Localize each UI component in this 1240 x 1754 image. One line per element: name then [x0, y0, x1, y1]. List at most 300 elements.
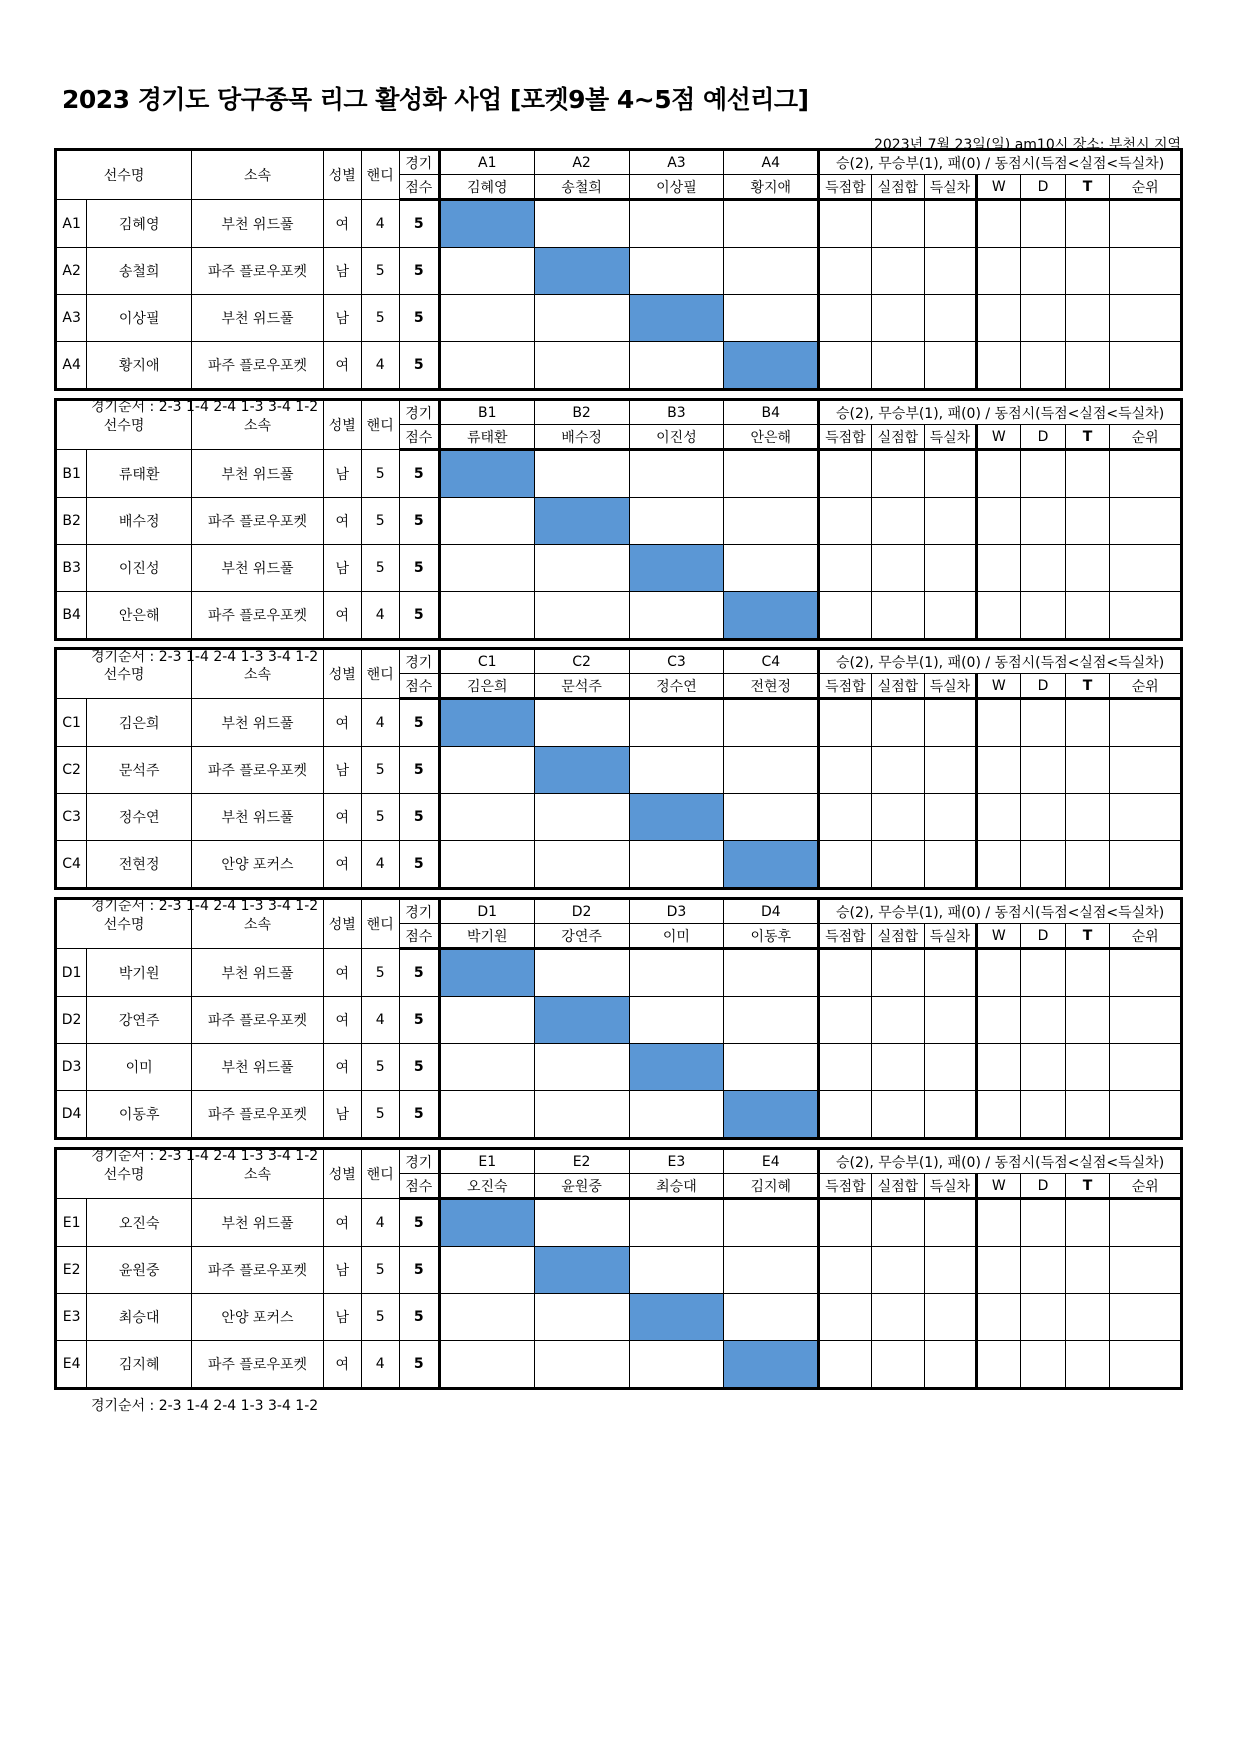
points-for-cell[interactable]: [819, 794, 871, 841]
player-club: 파주 플로우포켓: [192, 592, 324, 640]
player-name: 윤원중: [87, 1247, 192, 1294]
w-cell[interactable]: [976, 545, 1021, 592]
match-result-cell[interactable]: [439, 1247, 534, 1294]
points-for-cell[interactable]: [819, 1294, 871, 1341]
player-score: 5: [399, 1199, 439, 1247]
league-table: [54, 398, 1183, 641]
self-match-cell: [724, 1091, 819, 1139]
d-cell[interactable]: [1021, 342, 1066, 390]
d-cell[interactable]: [1021, 1294, 1066, 1341]
player-club: 부천 위드풀: [192, 200, 324, 248]
points-against-cell[interactable]: [871, 1294, 925, 1341]
rank-cell[interactable]: [1110, 841, 1182, 889]
player-club: 안양 포커스: [192, 841, 324, 889]
d-cell[interactable]: [1021, 997, 1066, 1044]
header-gender: 성별: [323, 1149, 361, 1199]
player-score: 5: [399, 699, 439, 747]
points-for-cell[interactable]: [819, 200, 871, 248]
player-handicap: 5: [361, 747, 399, 794]
header-affiliation: 소속: [192, 150, 324, 200]
w-cell[interactable]: [976, 747, 1021, 794]
player-gender: 여: [323, 592, 361, 640]
points-for-cell[interactable]: [819, 450, 871, 498]
match-result-cell[interactable]: [439, 592, 534, 640]
points-for-cell[interactable]: [819, 545, 871, 592]
match-result-cell[interactable]: [534, 592, 629, 640]
header-gender: 성별: [323, 899, 361, 949]
w-cell[interactable]: [976, 841, 1021, 889]
points-for-cell[interactable]: [819, 997, 871, 1044]
player-club: 파주 플로우포켓: [192, 1341, 324, 1389]
match-result-cell[interactable]: [724, 794, 819, 841]
match-result-cell[interactable]: [629, 248, 724, 295]
points-against-cell[interactable]: [871, 841, 925, 889]
self-match-cell: [439, 949, 534, 997]
league-group: [54, 398, 1183, 666]
header-d: D: [1021, 924, 1066, 949]
match-result-cell[interactable]: [629, 1199, 724, 1247]
match-result-cell[interactable]: [724, 997, 819, 1044]
w-cell[interactable]: [976, 794, 1021, 841]
points-for-cell[interactable]: [819, 841, 871, 889]
match-result-cell[interactable]: [534, 295, 629, 342]
match-result-cell[interactable]: [534, 545, 629, 592]
header-opponent-code: B1: [439, 400, 534, 425]
match-result-cell[interactable]: [724, 200, 819, 248]
point-diff-cell[interactable]: [925, 699, 976, 747]
match-result-cell[interactable]: [629, 1341, 724, 1389]
points-for-cell[interactable]: [819, 1044, 871, 1091]
rank-cell[interactable]: [1110, 1199, 1182, 1247]
match-result-cell[interactable]: [724, 1247, 819, 1294]
t-cell[interactable]: [1065, 1247, 1110, 1294]
match-result-cell[interactable]: [629, 841, 724, 889]
match-result-cell[interactable]: [629, 592, 724, 640]
player-handicap: 5: [361, 498, 399, 545]
player-club: 파주 플로우포켓: [192, 1247, 324, 1294]
player-gender: 남: [323, 450, 361, 498]
header-opponent-name: 전현정: [724, 674, 819, 699]
d-cell[interactable]: [1021, 545, 1066, 592]
d-cell[interactable]: [1021, 498, 1066, 545]
player-gender: 여: [323, 1044, 361, 1091]
d-cell[interactable]: [1021, 295, 1066, 342]
point-diff-cell[interactable]: [925, 498, 976, 545]
points-for-cell[interactable]: [819, 1091, 871, 1139]
t-cell[interactable]: [1065, 794, 1110, 841]
point-diff-cell[interactable]: [925, 1199, 976, 1247]
points-against-cell[interactable]: [871, 1199, 925, 1247]
point-diff-cell[interactable]: [925, 450, 976, 498]
rank-cell[interactable]: [1110, 1294, 1182, 1341]
w-cell[interactable]: [976, 1044, 1021, 1091]
t-cell[interactable]: [1065, 1294, 1110, 1341]
points-against-cell[interactable]: [871, 794, 925, 841]
points-for-cell[interactable]: [819, 747, 871, 794]
match-result-cell[interactable]: [724, 545, 819, 592]
t-cell[interactable]: [1065, 342, 1110, 390]
points-for-cell[interactable]: [819, 342, 871, 390]
match-result-cell[interactable]: [534, 1044, 629, 1091]
player-code: B3: [56, 545, 87, 592]
t-cell[interactable]: [1065, 545, 1110, 592]
d-cell[interactable]: [1021, 1199, 1066, 1247]
point-diff-cell[interactable]: [925, 342, 976, 390]
header-t: T: [1065, 175, 1110, 200]
player-score: 5: [399, 342, 439, 390]
points-for-cell[interactable]: [819, 295, 871, 342]
points-for-cell[interactable]: [819, 248, 871, 295]
header-w: W: [976, 674, 1021, 699]
player-code: E1: [56, 1199, 87, 1247]
player-gender: 여: [323, 1341, 361, 1389]
rank-cell[interactable]: [1110, 342, 1182, 390]
player-row: [56, 794, 1182, 841]
match-result-cell[interactable]: [724, 248, 819, 295]
player-code: B4: [56, 592, 87, 640]
header-opponent-name: 배수정: [534, 425, 629, 450]
player-club: 부천 위드풀: [192, 699, 324, 747]
player-gender: 남: [323, 248, 361, 295]
points-against-cell[interactable]: [871, 1091, 925, 1139]
header-score: 점수: [399, 674, 439, 699]
rank-cell[interactable]: [1110, 498, 1182, 545]
self-match-cell: [629, 295, 724, 342]
header-opponent-code: C2: [534, 649, 629, 674]
self-match-cell: [439, 450, 534, 498]
point-diff-cell[interactable]: [925, 295, 976, 342]
rank-cell[interactable]: [1110, 997, 1182, 1044]
header-w: W: [976, 924, 1021, 949]
match-result-cell[interactable]: [534, 1341, 629, 1389]
player-code: D3: [56, 1044, 87, 1091]
match-result-cell[interactable]: [724, 295, 819, 342]
t-cell[interactable]: [1065, 997, 1110, 1044]
match-result-cell[interactable]: [534, 1199, 629, 1247]
points-for-cell[interactable]: [819, 699, 871, 747]
w-cell[interactable]: [976, 498, 1021, 545]
rank-cell[interactable]: [1110, 248, 1182, 295]
header-opponent-name: 이진성: [629, 425, 724, 450]
player-gender: 여: [323, 1199, 361, 1247]
w-cell[interactable]: [976, 1091, 1021, 1139]
points-for-cell[interactable]: [819, 592, 871, 640]
points-against-cell[interactable]: [871, 498, 925, 545]
w-cell[interactable]: [976, 1341, 1021, 1389]
points-for-cell[interactable]: [819, 949, 871, 997]
w-cell[interactable]: [976, 699, 1021, 747]
t-cell[interactable]: [1065, 498, 1110, 545]
point-diff-cell[interactable]: [925, 200, 976, 248]
match-result-cell[interactable]: [724, 747, 819, 794]
header-points-against: 실점합: [871, 425, 925, 450]
points-against-cell[interactable]: [871, 248, 925, 295]
match-result-cell[interactable]: [439, 248, 534, 295]
league-table: [54, 647, 1183, 890]
header-score: 점수: [399, 425, 439, 450]
w-cell[interactable]: [976, 342, 1021, 390]
match-result-cell[interactable]: [439, 295, 534, 342]
player-code: C2: [56, 747, 87, 794]
point-diff-cell[interactable]: [925, 747, 976, 794]
self-match-cell: [724, 592, 819, 640]
points-against-cell[interactable]: [871, 200, 925, 248]
match-result-cell[interactable]: [439, 794, 534, 841]
player-code: A3: [56, 295, 87, 342]
player-score: 5: [399, 1247, 439, 1294]
points-against-cell[interactable]: [871, 997, 925, 1044]
match-result-cell[interactable]: [439, 747, 534, 794]
match-result-cell[interactable]: [439, 841, 534, 889]
point-diff-cell[interactable]: [925, 1341, 976, 1389]
d-cell[interactable]: [1021, 1044, 1066, 1091]
match-result-cell[interactable]: [534, 342, 629, 390]
header-points-for: 득점합: [819, 1174, 871, 1199]
player-score: 5: [399, 248, 439, 295]
header-t: T: [1065, 425, 1110, 450]
rank-cell[interactable]: [1110, 200, 1182, 248]
match-result-cell[interactable]: [724, 1044, 819, 1091]
match-result-cell[interactable]: [439, 1294, 534, 1341]
player-row: [56, 1294, 1182, 1341]
match-result-cell[interactable]: [724, 1294, 819, 1341]
t-cell[interactable]: [1065, 699, 1110, 747]
rank-cell[interactable]: [1110, 1247, 1182, 1294]
points-against-cell[interactable]: [871, 1044, 925, 1091]
rank-cell[interactable]: [1110, 1341, 1182, 1389]
t-cell[interactable]: [1065, 248, 1110, 295]
player-club: 파주 플로우포켓: [192, 342, 324, 390]
match-result-cell[interactable]: [439, 498, 534, 545]
d-cell[interactable]: [1021, 841, 1066, 889]
player-score: 5: [399, 1294, 439, 1341]
points-for-cell[interactable]: [819, 498, 871, 545]
t-cell[interactable]: [1065, 1044, 1110, 1091]
header-d: D: [1021, 1174, 1066, 1199]
point-diff-cell[interactable]: [925, 1247, 976, 1294]
match-result-cell[interactable]: [629, 200, 724, 248]
player-name: 배수정: [87, 498, 192, 545]
t-cell[interactable]: [1065, 841, 1110, 889]
w-cell[interactable]: [976, 295, 1021, 342]
match-result-cell[interactable]: [629, 1091, 724, 1139]
player-handicap: 5: [361, 1294, 399, 1341]
t-cell[interactable]: [1065, 747, 1110, 794]
point-diff-cell[interactable]: [925, 997, 976, 1044]
rank-cell[interactable]: [1110, 295, 1182, 342]
player-code: E3: [56, 1294, 87, 1341]
player-name: 박기원: [87, 949, 192, 997]
player-code: D4: [56, 1091, 87, 1139]
t-cell[interactable]: [1065, 1341, 1110, 1389]
d-cell[interactable]: [1021, 747, 1066, 794]
header-points-for: 득점합: [819, 924, 871, 949]
points-against-cell[interactable]: [871, 1247, 925, 1294]
player-gender: 남: [323, 1091, 361, 1139]
point-diff-cell[interactable]: [925, 248, 976, 295]
d-cell[interactable]: [1021, 450, 1066, 498]
match-result-cell[interactable]: [534, 1091, 629, 1139]
d-cell[interactable]: [1021, 1247, 1066, 1294]
rank-cell[interactable]: [1110, 1044, 1182, 1091]
header-opponent-name: 박기원: [439, 924, 534, 949]
header-handicap: 핸디: [361, 1149, 399, 1199]
match-result-cell[interactable]: [724, 1199, 819, 1247]
match-result-cell[interactable]: [724, 949, 819, 997]
w-cell[interactable]: [976, 1294, 1021, 1341]
points-against-cell[interactable]: [871, 592, 925, 640]
rank-cell[interactable]: [1110, 949, 1182, 997]
player-score: 5: [399, 1341, 439, 1389]
match-result-cell[interactable]: [534, 1294, 629, 1341]
player-name: 김은희: [87, 699, 192, 747]
point-diff-cell[interactable]: [925, 794, 976, 841]
points-for-cell[interactable]: [819, 1199, 871, 1247]
match-result-cell[interactable]: [534, 450, 629, 498]
rank-cell[interactable]: [1110, 699, 1182, 747]
match-result-cell[interactable]: [534, 699, 629, 747]
player-code: C3: [56, 794, 87, 841]
league-table: [54, 897, 1183, 1140]
self-match-cell: [629, 1294, 724, 1341]
player-handicap: 5: [361, 949, 399, 997]
header-rule: 승(2), 무승부(1), 패(0) / 동점시(득점<실점<득실차): [819, 899, 1182, 924]
match-result-cell[interactable]: [629, 450, 724, 498]
d-cell[interactable]: [1021, 592, 1066, 640]
w-cell[interactable]: [976, 200, 1021, 248]
match-result-cell[interactable]: [629, 949, 724, 997]
player-handicap: 4: [361, 997, 399, 1044]
point-diff-cell[interactable]: [925, 949, 976, 997]
header-gender: 성별: [323, 150, 361, 200]
points-against-cell[interactable]: [871, 450, 925, 498]
d-cell[interactable]: [1021, 949, 1066, 997]
header-handicap: 핸디: [361, 150, 399, 200]
match-result-cell[interactable]: [629, 747, 724, 794]
header-opponent-name: 안은해: [724, 425, 819, 450]
header-gender: 성별: [323, 649, 361, 699]
player-score: 5: [399, 498, 439, 545]
point-diff-cell[interactable]: [925, 1294, 976, 1341]
league-group: [54, 647, 1183, 915]
t-cell[interactable]: [1065, 450, 1110, 498]
match-result-cell[interactable]: [629, 498, 724, 545]
player-club: 부천 위드풀: [192, 949, 324, 997]
header-opponent-name: 이동후: [724, 924, 819, 949]
w-cell[interactable]: [976, 450, 1021, 498]
match-result-cell[interactable]: [439, 997, 534, 1044]
rank-cell[interactable]: [1110, 545, 1182, 592]
header-affiliation: 소속: [192, 1149, 324, 1199]
d-cell[interactable]: [1021, 248, 1066, 295]
points-against-cell[interactable]: [871, 342, 925, 390]
rank-cell[interactable]: [1110, 747, 1182, 794]
player-code: E4: [56, 1341, 87, 1389]
header-handicap: 핸디: [361, 899, 399, 949]
match-result-cell[interactable]: [629, 699, 724, 747]
header-points-against: 실점합: [871, 1174, 925, 1199]
point-diff-cell[interactable]: [925, 1044, 976, 1091]
points-for-cell[interactable]: [819, 1341, 871, 1389]
point-diff-cell[interactable]: [925, 1091, 976, 1139]
t-cell[interactable]: [1065, 1199, 1110, 1247]
match-result-cell[interactable]: [534, 949, 629, 997]
player-gender: 남: [323, 1294, 361, 1341]
rank-cell[interactable]: [1110, 1091, 1182, 1139]
point-diff-cell[interactable]: [925, 841, 976, 889]
d-cell[interactable]: [1021, 200, 1066, 248]
w-cell[interactable]: [976, 1247, 1021, 1294]
player-handicap: 5: [361, 295, 399, 342]
match-result-cell[interactable]: [629, 997, 724, 1044]
player-club: 파주 플로우포켓: [192, 248, 324, 295]
header-opponent-name: 김혜영: [439, 175, 534, 200]
match-result-cell[interactable]: [534, 794, 629, 841]
header-opponent-code: A3: [629, 150, 724, 175]
player-handicap: 4: [361, 592, 399, 640]
match-result-cell[interactable]: [439, 1341, 534, 1389]
w-cell[interactable]: [976, 592, 1021, 640]
player-name: 강연주: [87, 997, 192, 1044]
match-result-cell[interactable]: [534, 200, 629, 248]
w-cell[interactable]: [976, 949, 1021, 997]
points-against-cell[interactable]: [871, 699, 925, 747]
point-diff-cell[interactable]: [925, 545, 976, 592]
w-cell[interactable]: [976, 248, 1021, 295]
w-cell[interactable]: [976, 1199, 1021, 1247]
match-result-cell[interactable]: [629, 342, 724, 390]
match-result-cell[interactable]: [439, 545, 534, 592]
header-points-against: 실점합: [871, 175, 925, 200]
t-cell[interactable]: [1065, 949, 1110, 997]
match-result-cell[interactable]: [724, 699, 819, 747]
d-cell[interactable]: [1021, 794, 1066, 841]
player-name: 김지혜: [87, 1341, 192, 1389]
match-result-cell[interactable]: [439, 1044, 534, 1091]
points-against-cell[interactable]: [871, 1341, 925, 1389]
point-diff-cell[interactable]: [925, 592, 976, 640]
w-cell[interactable]: [976, 997, 1021, 1044]
match-result-cell[interactable]: [534, 841, 629, 889]
player-code: D1: [56, 949, 87, 997]
player-gender: 여: [323, 200, 361, 248]
points-against-cell[interactable]: [871, 545, 925, 592]
rank-cell[interactable]: [1110, 794, 1182, 841]
points-against-cell[interactable]: [871, 949, 925, 997]
match-result-cell[interactable]: [724, 450, 819, 498]
match-result-cell[interactable]: [439, 342, 534, 390]
t-cell[interactable]: [1065, 592, 1110, 640]
points-against-cell[interactable]: [871, 747, 925, 794]
match-result-cell[interactable]: [439, 1091, 534, 1139]
match-order: 경기순서 : 2-3 1-4 2-4 1-3 3-4 1-2: [91, 1148, 319, 1164]
rank-cell[interactable]: [1110, 450, 1182, 498]
header-opponent-name: 이미: [629, 924, 724, 949]
header-w: W: [976, 175, 1021, 200]
t-cell[interactable]: [1065, 1091, 1110, 1139]
rank-cell[interactable]: [1110, 592, 1182, 640]
d-cell[interactable]: [1021, 1341, 1066, 1389]
points-for-cell[interactable]: [819, 1247, 871, 1294]
d-cell[interactable]: [1021, 1091, 1066, 1139]
t-cell[interactable]: [1065, 295, 1110, 342]
points-against-cell[interactable]: [871, 295, 925, 342]
t-cell[interactable]: [1065, 200, 1110, 248]
match-result-cell[interactable]: [724, 498, 819, 545]
d-cell[interactable]: [1021, 699, 1066, 747]
match-result-cell[interactable]: [629, 1247, 724, 1294]
player-row: [56, 450, 1182, 498]
